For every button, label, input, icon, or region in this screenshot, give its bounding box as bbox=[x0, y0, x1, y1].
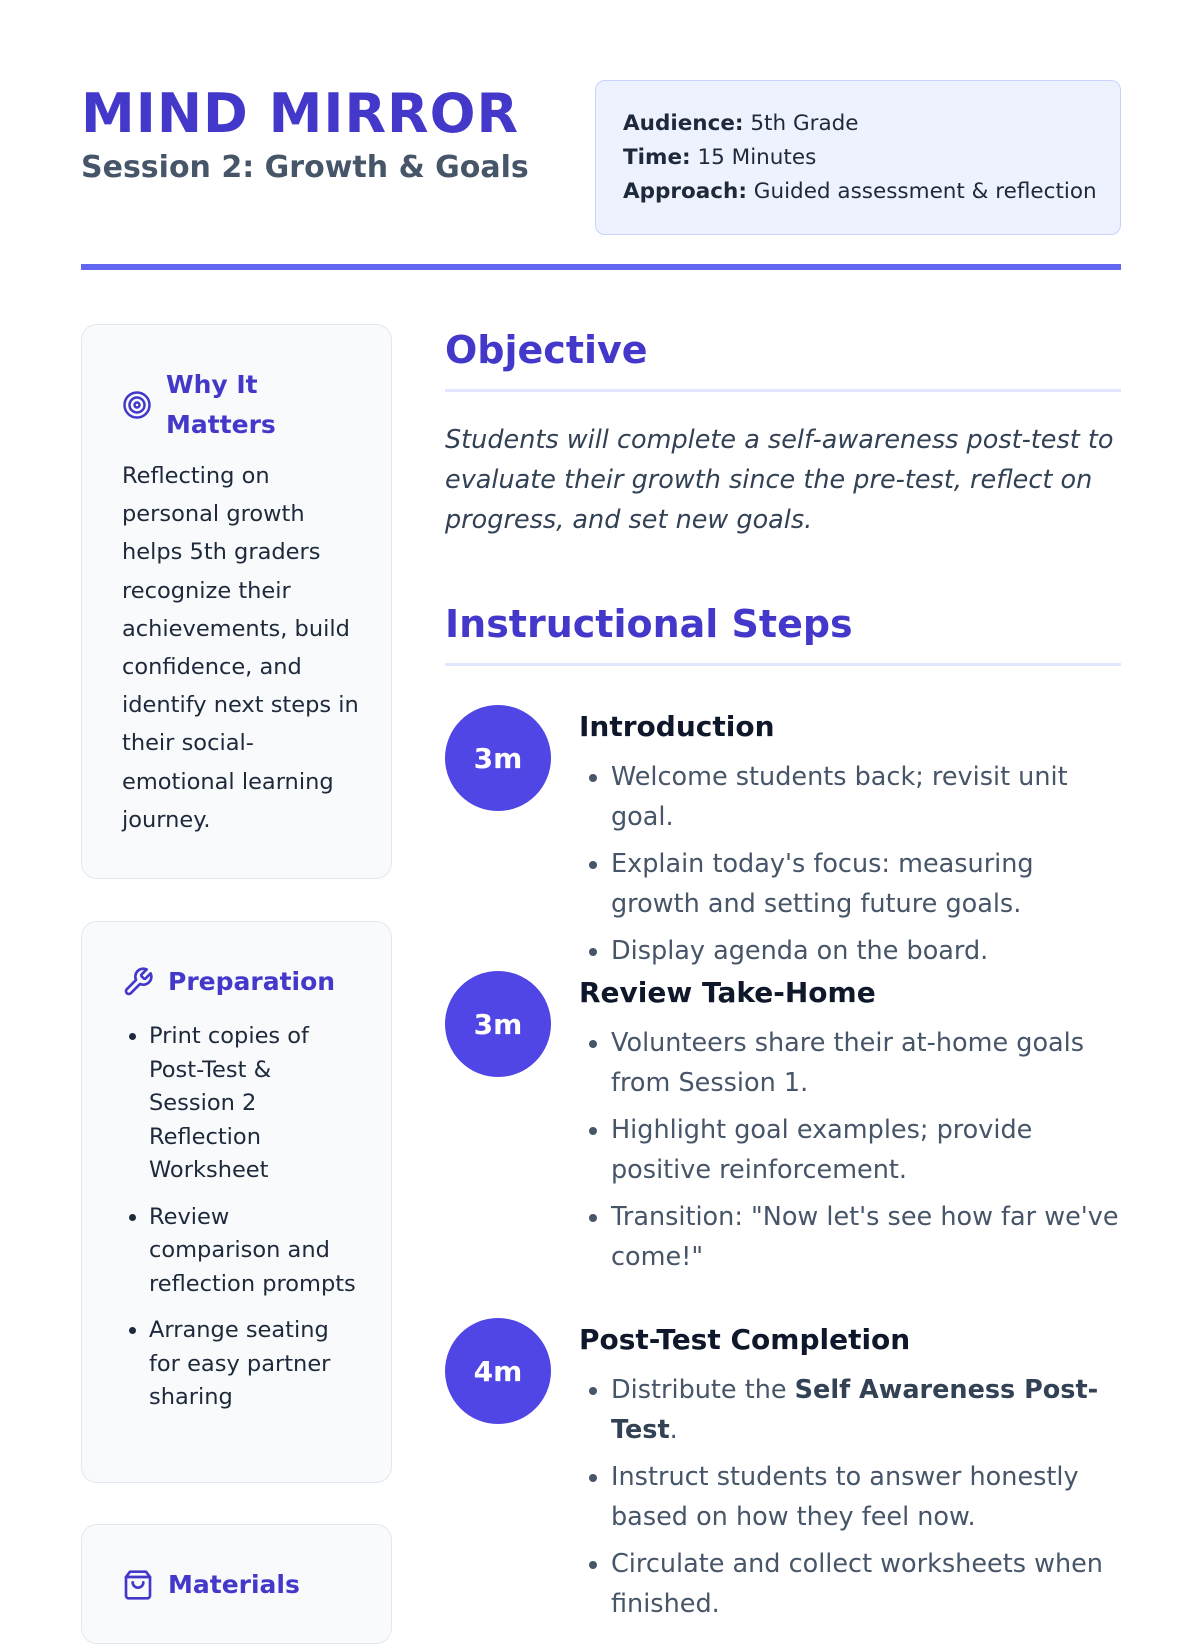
session-title: Session 2: Growth & Goals bbox=[81, 150, 529, 185]
step-item: • Display agenda on the board. bbox=[611, 931, 1121, 971]
preparation-item: • Arrange seating for easy partner sharing bbox=[149, 1314, 361, 1415]
why-it-matters-text: Reflecting on personal growth helps 5th graders recognize their achievements, build confidence, and identify next steps in their social-emotional learning journey. bbox=[122, 463, 359, 833]
step-duration-badge: 3m bbox=[445, 971, 551, 1077]
step-title: Review Take-Home bbox=[579, 976, 876, 1009]
step-list bbox=[579, 757, 1121, 971]
step-item bbox=[611, 1370, 1121, 1450]
approach-label: Approach: bbox=[623, 179, 747, 204]
step-body bbox=[579, 705, 1121, 978]
steps-section bbox=[445, 594, 1121, 666]
target-icon bbox=[122, 390, 152, 420]
materials-title: Materials bbox=[168, 1570, 300, 1599]
preparation-heading bbox=[122, 962, 361, 1002]
step-body bbox=[579, 971, 1121, 1284]
preparation-list bbox=[122, 1020, 361, 1415]
step-body bbox=[579, 1318, 1121, 1631]
header bbox=[81, 80, 1121, 240]
step-item: • Highlight goal examples; provide positive reinforcement. bbox=[611, 1110, 1121, 1190]
materials-heading bbox=[122, 1565, 361, 1605]
approach-value: Guided assessment & reflection bbox=[753, 179, 1097, 204]
why-it-matters-heading bbox=[122, 365, 361, 445]
time-line bbox=[623, 141, 1093, 175]
step-item-text: Distribute the bbox=[611, 1375, 795, 1405]
audience-value: 5th Grade bbox=[750, 111, 859, 136]
preparation-card bbox=[81, 921, 392, 1483]
wrench-icon bbox=[122, 966, 154, 998]
step-title: Introduction bbox=[579, 710, 775, 743]
audience-line bbox=[623, 107, 1093, 141]
steps-heading: Instructional Steps bbox=[445, 602, 853, 646]
info-box bbox=[595, 80, 1121, 235]
preparation-item: • Review comparison and reflection prompts bbox=[149, 1201, 361, 1302]
objective-heading: Objective bbox=[445, 328, 648, 372]
post-test-name: Self Awareness Post-Test bbox=[611, 1375, 1099, 1445]
step-duration-badge: 4m bbox=[445, 1318, 551, 1424]
step-list bbox=[579, 1370, 1121, 1624]
materials-card bbox=[81, 1524, 392, 1644]
step-item: • Circulate and collect worksheets when finished. bbox=[611, 1544, 1121, 1624]
time-label: Time: bbox=[623, 145, 691, 170]
step-duration-badge: 3m bbox=[445, 705, 551, 811]
steps-divider bbox=[445, 663, 1121, 666]
step-list bbox=[579, 1023, 1121, 1277]
audience-label: Audience: bbox=[623, 111, 744, 136]
step-title: Post-Test Completion bbox=[579, 1323, 911, 1356]
objective-divider bbox=[445, 389, 1121, 392]
step-item-text: . bbox=[669, 1415, 678, 1445]
step-item: • Instruct students to answer honestly based on how they feel now. bbox=[611, 1457, 1121, 1537]
why-it-matters-card bbox=[81, 324, 392, 879]
preparation-item: • Print copies of Post-Test & Session 2 Reflection Worksheet bbox=[149, 1020, 361, 1188]
header-divider bbox=[81, 264, 1121, 270]
time-value: 15 Minutes bbox=[697, 145, 817, 170]
objective-text: Students will complete a self-awareness post-test to evaluate their growth since the pre-test, reflect on progress, and set new goals. bbox=[445, 425, 1114, 535]
step-item: • Transition: "Now let's see how far we've come!" bbox=[611, 1197, 1121, 1277]
step-item: • Welcome students back; revisit unit goal. bbox=[611, 757, 1121, 837]
brand-title: MIND MIRROR bbox=[81, 82, 520, 145]
step-item: • Volunteers share their at-home goals from Session 1. bbox=[611, 1023, 1121, 1103]
step-item: • Explain today's focus: measuring growth and setting future goals. bbox=[611, 844, 1121, 924]
preparation-title: Preparation bbox=[168, 967, 336, 996]
approach-line bbox=[623, 175, 1097, 209]
why-it-matters-title: Why It Matters bbox=[166, 370, 276, 439]
bag-icon bbox=[122, 1569, 154, 1601]
main-content bbox=[445, 320, 1121, 666]
